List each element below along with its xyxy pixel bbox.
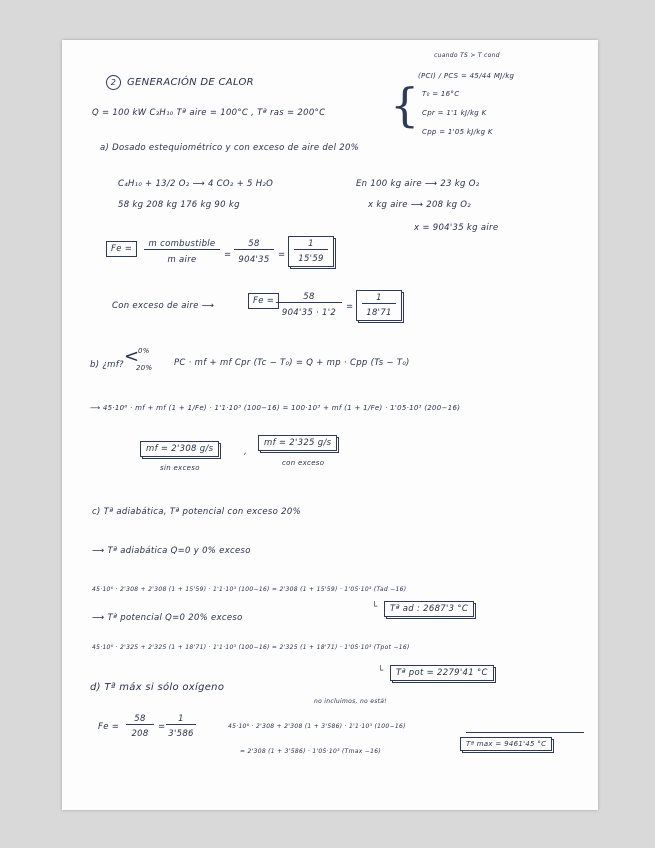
- fe-d-num: 58: [126, 714, 154, 725]
- potential-label: ⟶ Tª potencial Q=0 20% exceso: [92, 613, 243, 623]
- adiabatic-label: ⟶ Tª adiabática Q=0 y 0% exceso: [92, 546, 251, 556]
- fe-d-res-num: 1: [166, 714, 196, 725]
- equals-sign: =: [224, 250, 232, 260]
- part-d-title: d) Tª máx si sólo oxígeno: [90, 682, 225, 693]
- result-arrow: └: [378, 666, 384, 676]
- excess-label: Con exceso de aire ⟶: [112, 301, 215, 311]
- result1-note: sin exceso: [160, 464, 200, 472]
- part-d-eq2: = 2'308 (1 + 3'586) · 1'05·10³ (Tmax −16): [240, 748, 381, 755]
- adiabatic-result: Tª ad : 2687'3 °C: [384, 601, 474, 617]
- result-underline: [466, 732, 584, 733]
- fe2-numerator: 58: [276, 292, 342, 303]
- fe2-fraction: [276, 292, 342, 318]
- cpp-line: Cpp = 1'05 kJ/kg K: [422, 128, 493, 136]
- handwritten-page: [62, 40, 598, 810]
- reaction-masses: 58 kg 208 kg 176 kg 90 kg: [118, 200, 240, 210]
- fe-result-den: 15'59: [298, 254, 324, 264]
- fe-value-num: 58: [234, 239, 274, 250]
- fe-d-label: Fe =: [98, 722, 120, 732]
- equals-sign: =: [346, 302, 354, 312]
- part-d-result: Tª max = 9461'45 °C: [460, 737, 552, 751]
- fe-fraction: [144, 239, 220, 265]
- given-data: Q = 100 kW C₃H₁₀ Tª aire = 100°C , Tª ras = 200°C: [92, 108, 326, 118]
- fe2-box: [248, 296, 279, 306]
- result2-box: [258, 438, 337, 448]
- fe-d-den: 208: [131, 729, 149, 739]
- fe-value-fraction: [234, 239, 274, 265]
- fe2-denominator: 904'35 · 1'2: [281, 308, 337, 318]
- fe-result-box: [288, 236, 334, 267]
- brace-top: 0%: [138, 347, 150, 355]
- comma: ,: [244, 447, 248, 457]
- brace-icon: {: [390, 78, 420, 132]
- air-line-2: x kg aire ⟶ 208 kg O₂: [368, 200, 471, 210]
- air-result: x = 904'35 kg aire: [414, 223, 499, 233]
- energy-balance: PC · mf + mf Cpr (Tc − T₀) = Q + mp · Cpp (Ts − T₀): [174, 358, 410, 368]
- adiabatic-result-box: [384, 604, 474, 614]
- part-d-note: no incluimos, no está!: [314, 698, 387, 705]
- fe2-label: Fe =: [248, 293, 279, 309]
- result1: mf = 2'308 g/s: [140, 441, 219, 457]
- section-heading: [106, 75, 254, 90]
- fe2-result-den: 18'71: [366, 308, 392, 318]
- section-title: GENERACIÓN DE CALOR: [127, 77, 254, 88]
- substitution: ⟶ 45·10⁶ · mf + mf (1 + 1/Fe) · 1'1·10³ (100−16) = 100·10³ + mf (1 + 1/Fe) · 1'05·10³ (200−16): [90, 404, 461, 412]
- fe-d-res-den: 3'586: [168, 729, 194, 739]
- part-b-title: b) ¿mf?: [90, 360, 124, 370]
- potential-equation: 45·10⁶ · 2'325 + 2'325 (1 + 18'71) · 1'1·10³ (100−16) = 2'325 (1 + 18'71) · 1'05·10³ (Tpot −16): [92, 644, 410, 651]
- equals-sign: =: [158, 722, 166, 732]
- fe-label: Fe =: [106, 241, 137, 257]
- potential-result-box: [390, 668, 494, 678]
- result2: mf = 2'325 g/s: [258, 435, 337, 451]
- fe2-result-num: 1: [362, 293, 396, 304]
- angle-bracket-icon: <: [124, 346, 140, 367]
- part-c-title: c) Tª adiabática, Tª potencial con exceso 20%: [92, 507, 301, 517]
- fe-box: [106, 244, 137, 254]
- fe-numerator: m combustible: [144, 239, 220, 250]
- section-number: 2: [106, 75, 121, 90]
- adiabatic-equation: 45·10⁶ · 2'308 + 2'308 (1 + 15'59) · 1'1·10³ (100−16) = 2'308 (1 + 15'59) · 1'05·10³ (Tad −16): [92, 586, 407, 593]
- potential-result: Tª pot = 2279'41 °C: [390, 665, 494, 681]
- fe-d-fraction: [126, 714, 154, 739]
- fe-denominator: m aire: [167, 255, 197, 265]
- note-top: cuando TS > T cond: [434, 52, 500, 59]
- t0-line: T₀ = 16°C: [422, 90, 460, 98]
- result1-box: [140, 444, 219, 454]
- reaction: C₄H₁₀ + 13/2 O₂ ⟶ 4 CO₂ + 5 H₂O: [118, 179, 274, 189]
- air-line-1: En 100 kg aire ⟶ 23 kg O₂: [356, 179, 480, 189]
- fe-result-num: 1: [294, 239, 328, 250]
- part-d-result-box: [460, 740, 552, 748]
- result2-note: con exceso: [282, 459, 325, 467]
- fe2-result-box: [356, 290, 402, 321]
- part-a-title: a) Dosado estequiométrico y con exceso de aire del 20%: [100, 143, 360, 153]
- cpr-line: Cpr = 1'1 kJ/kg K: [422, 109, 487, 117]
- fe-d-result-fraction: [166, 714, 196, 739]
- result-arrow: └: [372, 602, 378, 612]
- pci-line: (PCI) / PCS = 45/44 MJ/kg: [418, 72, 515, 80]
- part-d-eq1: 45·10⁶ · 2'308 + 2'308 (1 + 3'586) · 1'1·10³ (100−16): [228, 723, 406, 730]
- brace-bottom: 20%: [136, 364, 153, 372]
- fe-value-den: 904'35: [238, 255, 270, 265]
- equals-sign: =: [278, 250, 286, 260]
